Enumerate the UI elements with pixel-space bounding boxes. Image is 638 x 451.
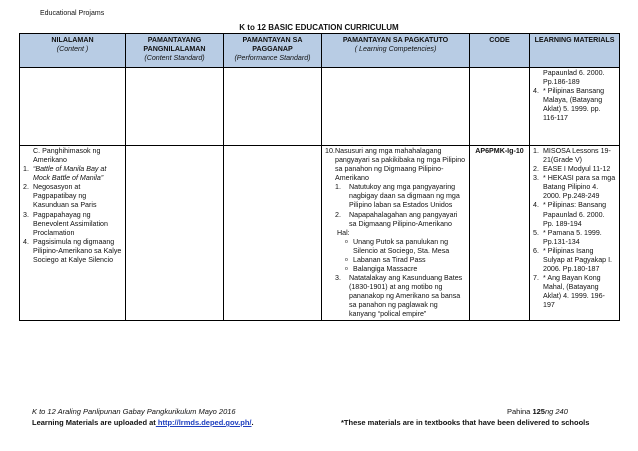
col-header-learning-competencies: PAMANTAYAN SA PAGKATUTO ( Learning Competencies) [322,34,470,68]
list-item: 2. Napapahalagahan ang pangyayari sa Digmaang Pilipino-Amerikano [335,210,458,228]
col-header-content-standard: PAMANTAYANG PANGNILALAMAN (Content Standard) [126,34,224,68]
footer-textbook-note: *These materials are in textbooks that have been delivered to schools [341,418,590,427]
list-item: 6. * Pilipinas Isang Sulyap at Pagyakap I. 2006. Pp.180-187 [533,246,613,274]
cell-empty [224,146,322,321]
col-header-code: CODE [470,34,530,68]
lrmds-link[interactable]: http://lrmds.deped.gov.ph/ [155,418,252,427]
content-subtopics [23,165,122,265]
footer-guide-title: K to 12 Araling Panlipunan Gabay Pangkurikulum Mayo 2016 [32,407,236,416]
list-item: 3. * HEKASI para sa mga Batang Pilipino 4. 2000. Pp.248-249 [533,174,616,201]
list-item: 1. MISOSA Lessons 19-21(Grade V) [533,147,611,165]
cell-empty [322,68,470,146]
table-header-row [20,34,620,68]
footer-uploaded-note: Learning Materials are uploaded at http://lrmds.deped.gov.ph/. [32,418,254,427]
content-main-topic: C. Panghihimasok ng Amerikano [33,147,101,165]
competency-sublist [325,183,466,228]
cell-competencies [322,146,470,321]
list-item: o Labanan sa Tirad Pass [345,255,426,264]
list-item: 1. Natutukoy ang mga pangyayaring nagbigay daan sa digmaan ng mga Pilipino laban sa Estados Unidos [335,183,460,210]
list-item: 7. * Ang Bayan Kong Mahal, (Batayang Aklat) 4. 1999. 196-197 [533,274,605,310]
document-title: K to 12 BASIC EDUCATION CURRICULUM [239,23,399,32]
list-item: 2. EASE I Modyul 11-12 [533,165,611,174]
cell-empty [126,146,224,321]
list-item: 1. “Battle of Manila Bay at Mock Battle of Manila” [23,165,107,183]
competency-main: 10. Nasusuri ang mga mahahalagang pangyayari sa pakikibaka ng mga Pilipino sa panahon ng Digmaang Pilipino-Amerikano [325,147,466,183]
list-item: 3. Natatalakay ang Kasunduang Bates (1830-1901) at ang motibo ng pananakop ng Amerikano sa bansa sa panahon ng paglawak ng kanyang “polical empire” [335,274,463,319]
col-header-performance-standard: PAMANTAYAN SA PAGGANAP (Performance Standard) [224,34,322,68]
materials-item: 4. * Pilipinas Bansang Malaya, (Batayang Aklat) 5. 1999. pp. 116-117 [533,87,605,123]
cell-content [20,146,126,321]
curriculum-table [19,33,620,321]
cell-empty [20,68,126,146]
materials-list [533,147,616,310]
list-item: 2. Negosasyon at Pagpapatibay ng Kasunduan sa Paris [23,183,97,210]
list-item: 3. Pagpapahayag ng Benevolent Assimilation Proclamation [23,210,108,237]
col-header-learning-materials: LEARNING MATERIALS [530,34,620,68]
table-row [20,68,620,146]
cell-materials-continued [530,68,620,146]
cell-empty [470,68,530,146]
brand-label: Educational Projams [40,10,105,17]
list-item: 5. * Pamana 5. 1999. Pp.131-134 [533,228,602,246]
cell-code: AP6PMK-Ig-10 [470,146,530,321]
cell-empty [224,68,322,146]
list-item: o Unang Putok sa panulukan ng Silencio at Sociego, Sta. Mesa [345,237,450,255]
page-number: Pahina 125ng 240 [507,407,568,416]
materials-continued-text: Papaunlad 6. 2000. Pp.186-189 [543,69,605,87]
table-row [20,146,620,321]
col-header-content: NILALAMAN (Content ) [20,34,126,68]
example-list [325,238,466,274]
example-label: Hal: [337,228,350,237]
cell-materials [530,146,620,321]
cell-empty [126,68,224,146]
list-item: 4. Pagsisimula ng digmaang Pilipino-Amerikano sa Kalye Sociego at Kalye Silencio [23,237,122,264]
list-item: o Balangiga Massacre [345,265,418,274]
competency-sublist [325,274,466,319]
list-item: 4. * Pilipinas: Bansang Papaunlad 6. 2000. Pp. 189-194 [533,201,607,228]
